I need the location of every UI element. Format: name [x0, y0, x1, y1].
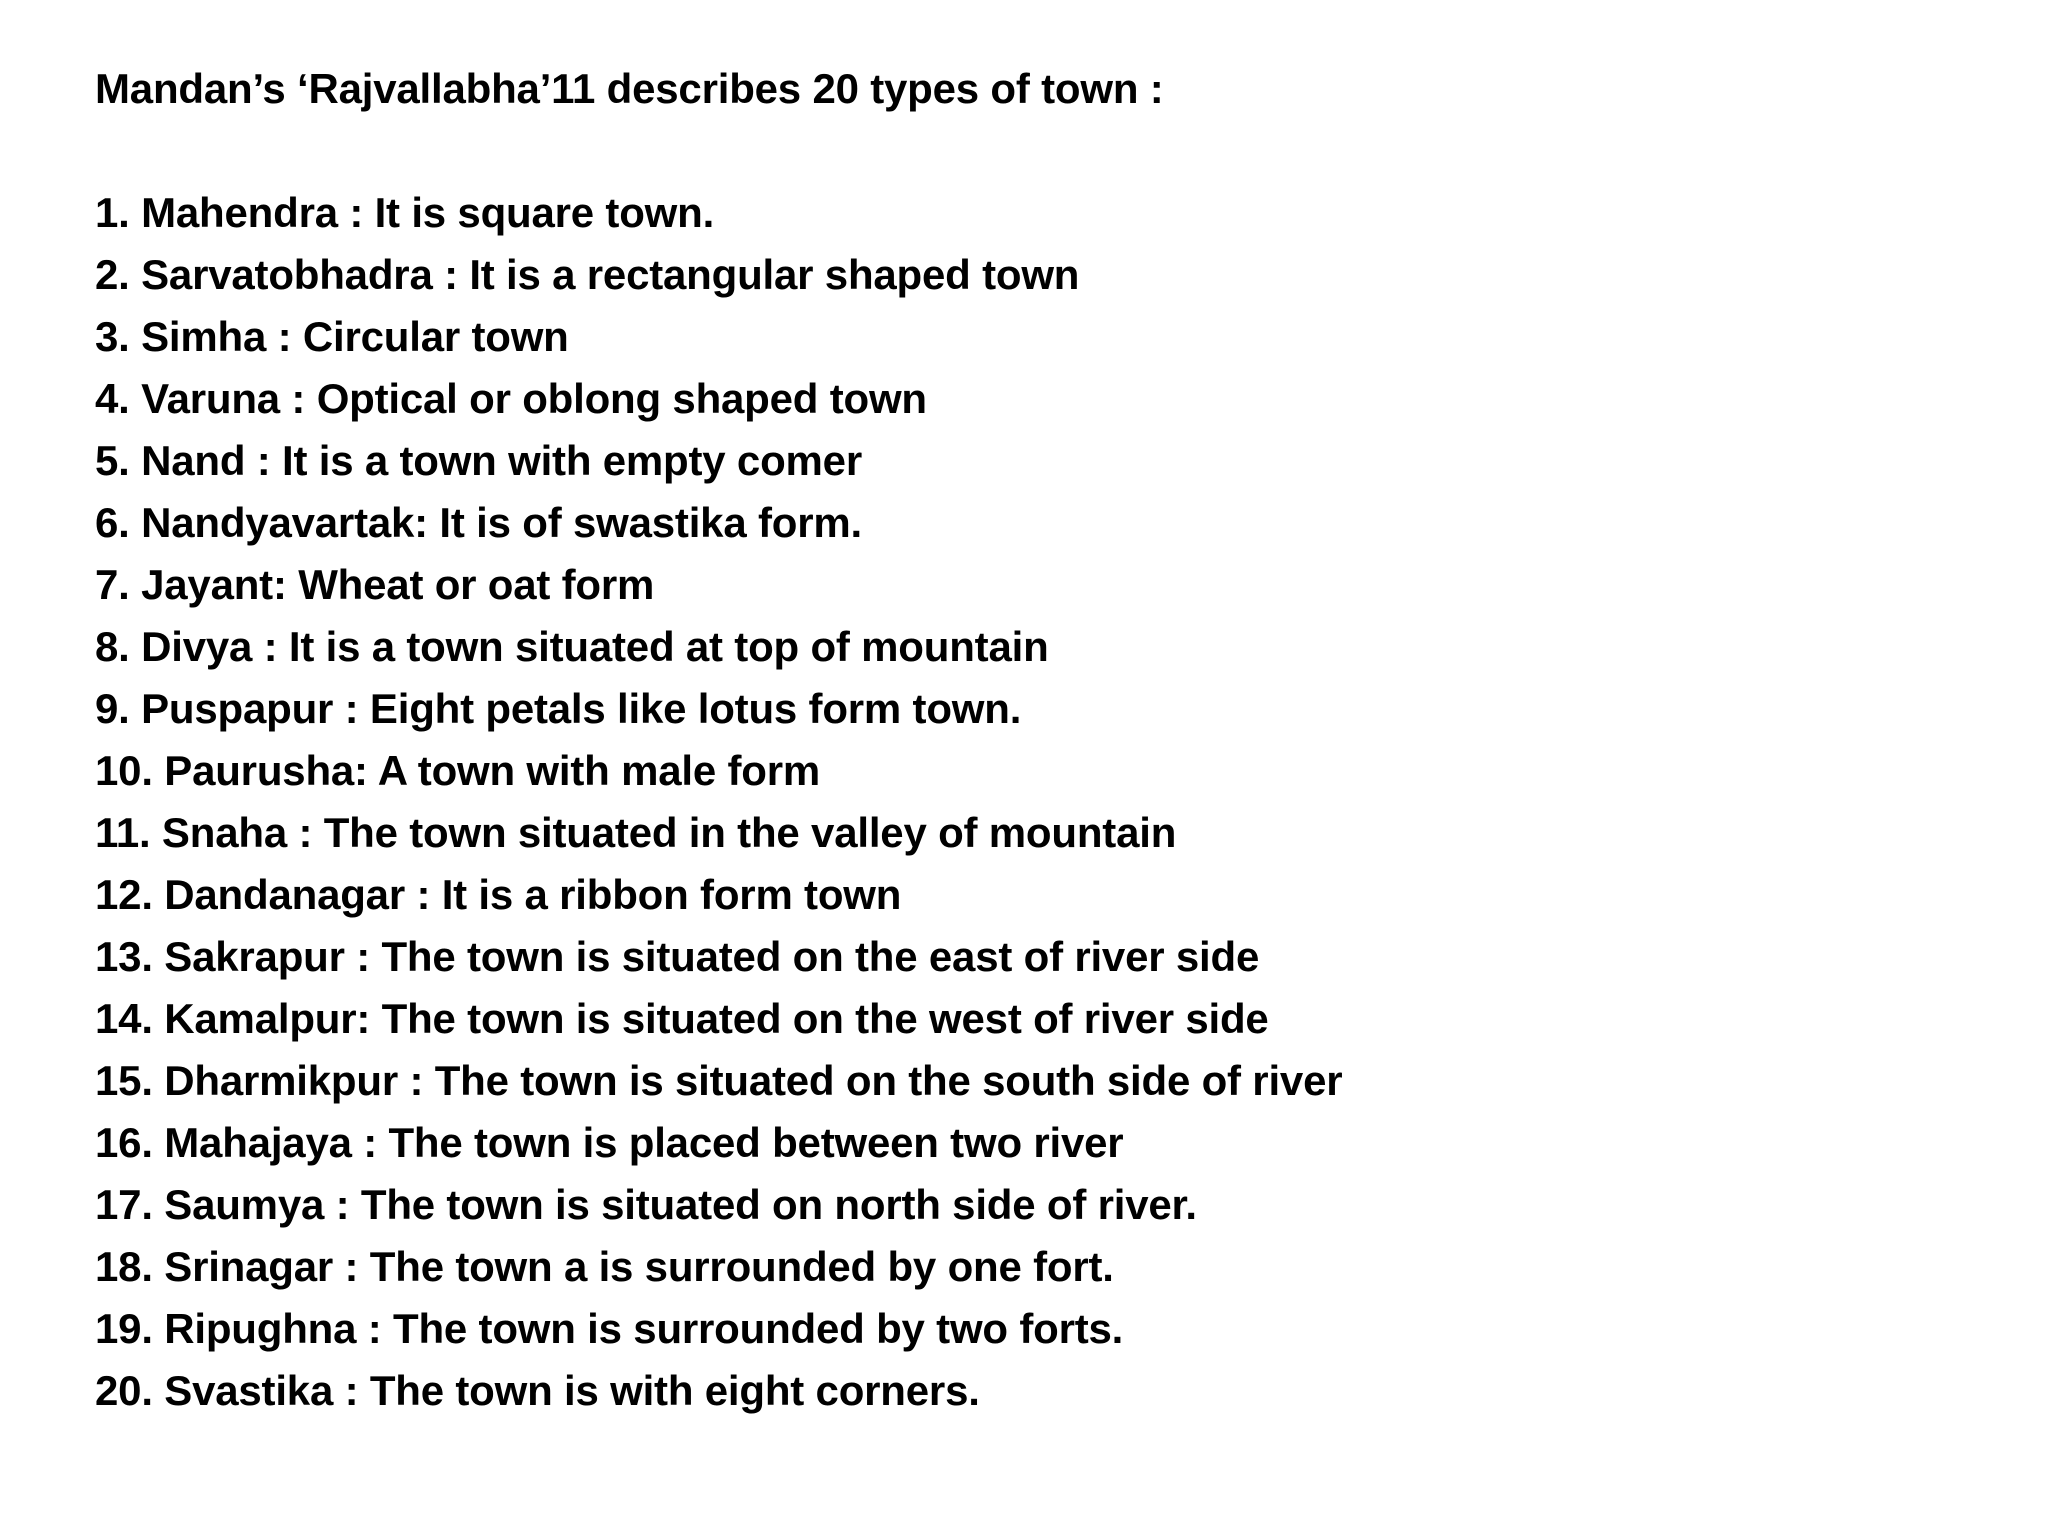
list-item: 14. Kamalpur: The town is situated on the west of river side [95, 995, 1269, 1042]
list-item: 17. Saumya : The town is situated on north side of river. [95, 1181, 1197, 1228]
list-item: 13. Sakrapur : The town is situated on the east of river side [95, 933, 1260, 980]
list-item: 11. Snaha : The town situated in the valley of mountain [95, 809, 1177, 856]
list-item: 3. Simha : Circular town [95, 313, 569, 360]
list-item: 2. Sarvatobhadra : It is a rectangular shaped town [95, 251, 1080, 298]
list-item: 19. Ripughna : The town is surrounded by two forts. [95, 1305, 1124, 1352]
list-item: 6. Nandyavartak: It is of swastika form. [95, 499, 862, 546]
list-item: 4. Varuna : Optical or oblong shaped town [95, 375, 927, 422]
list-item: 1. Mahendra : It is square town. [95, 189, 715, 236]
list-item: 18. Srinagar : The town a is surrounded by one fort. [95, 1243, 1114, 1290]
list-item: 8. Divya : It is a town situated at top of mountain [95, 623, 1049, 670]
list-item: 16. Mahajaya : The town is placed between two river [95, 1119, 1124, 1166]
list-item: 20. Svastika : The town is with eight corners. [95, 1367, 980, 1414]
town-types-list [95, 182, 1342, 1422]
blank-line [95, 120, 1342, 182]
slide-content [95, 58, 1342, 1422]
list-item: 5. Nand : It is a town with empty comer [95, 437, 862, 484]
list-item: 12. Dandanagar : It is a ribbon form town [95, 871, 902, 918]
list-item: 9. Puspapur : Eight petals like lotus form town. [95, 685, 1022, 732]
list-item: 15. Dharmikpur : The town is situated on the south side of river [95, 1057, 1343, 1104]
list-item: 7. Jayant: Wheat or oat form [95, 561, 655, 608]
list-item: 10. Paurusha: A town with male form [95, 747, 821, 794]
slide-heading: Mandan’s ‘Rajvallabha’11 describes 20 types of town : [95, 65, 1164, 112]
